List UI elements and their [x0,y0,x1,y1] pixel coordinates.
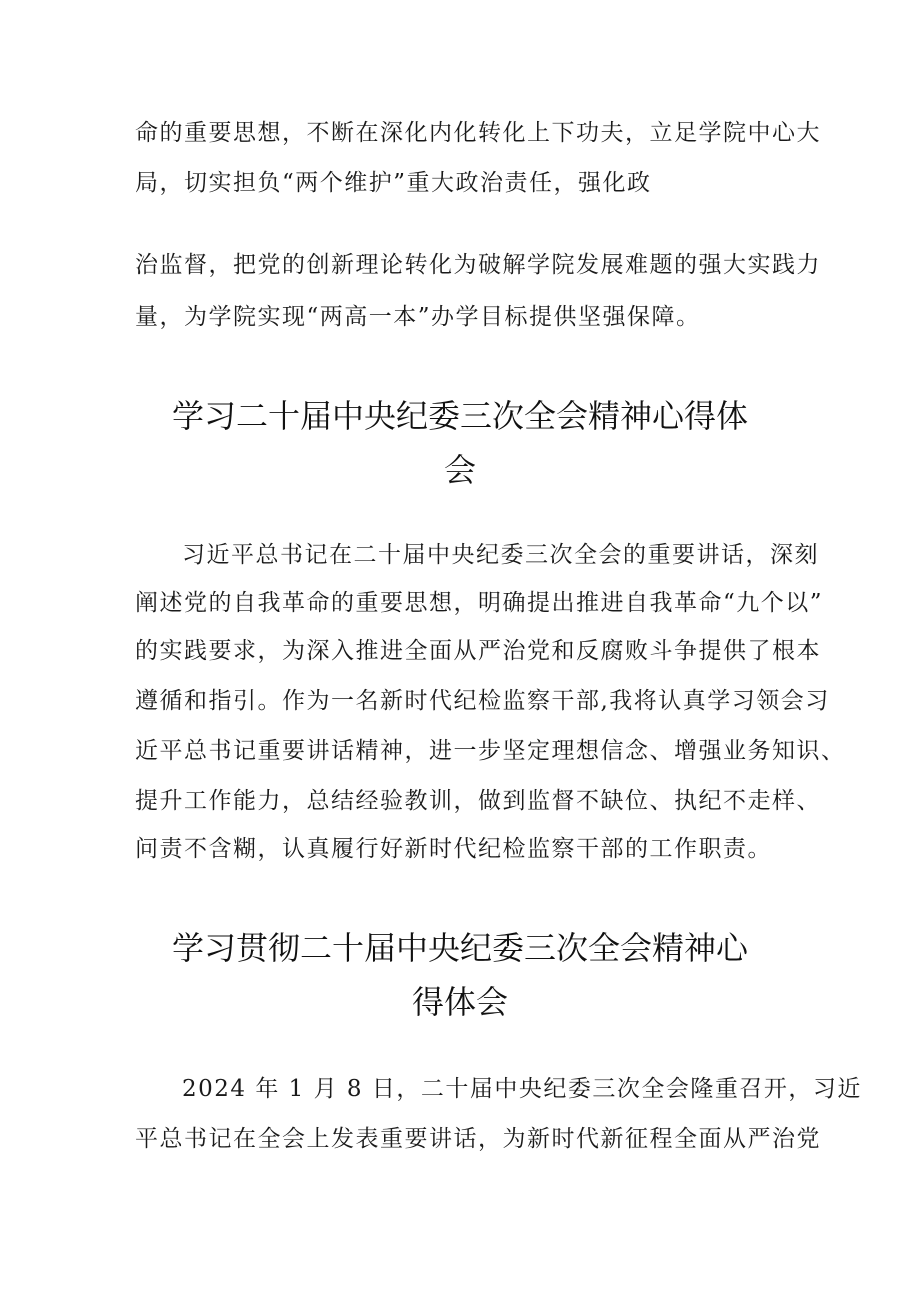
top-paragraph-line-1: 命的重要思想，不断在深化内化转化上下功夫，立足学院中心大 [135,120,821,146]
section-1-heading-line-2: 会 [443,451,476,489]
section-1-paragraph-line-7: 问责不含糊，认真履行好新时代纪检监察干部的工作职责。 [135,836,772,862]
top-paragraph-line-2: 局，切实担负“两个维护”重大政治责任，强化政 [135,170,652,196]
section-1-paragraph-line-4: 遵循和指引。作为一名新时代纪检监察干部,我将认真学习领会习 [135,688,830,714]
top-paragraph-line-3: 治监督，把党的创新理论转化为破解学院发展难题的强大实践力 [135,252,821,278]
section-2-paragraph-line-1: 2024 年 1 月 8 日，二十届中央纪委三次全会隆重召开，习近 [182,1076,862,1102]
section-2-heading-line-1: 学习贯彻二十届中央纪委三次全会精神心 [171,929,748,967]
section-2-heading-line-2: 得体会 [411,983,508,1021]
section-1-paragraph-line-5: 近平总书记重要讲话精神，进一步坚定理想信念、增强业务知识、 [135,738,846,764]
section-1-heading-line-1: 学习二十届中央纪委三次全会精神心得体 [171,397,748,435]
top-paragraph-line-4: 量，为学院实现“两高一本”办学目标提供坚强保障。 [135,304,701,330]
section-1-paragraph-line-2: 阐述党的自我革命的重要思想，明确提出推进自我革命“九个以” [135,590,824,616]
section-1-paragraph-line-3: 的实践要求，为深入推进全面从严治党和反腐败斗争提供了根本 [135,638,821,664]
section-1-paragraph-line-1: 习近平总书记在二十届中央纪委三次全会的重要讲话，深刻 [182,542,819,568]
section-2-paragraph-line-2: 平总书记在全会上发表重要讲话，为新时代新征程全面从严治党 [135,1126,821,1152]
section-1-paragraph-line-6: 提升工作能力，总结经验教训，做到监督不缺位、执纪不走样、 [135,788,821,814]
